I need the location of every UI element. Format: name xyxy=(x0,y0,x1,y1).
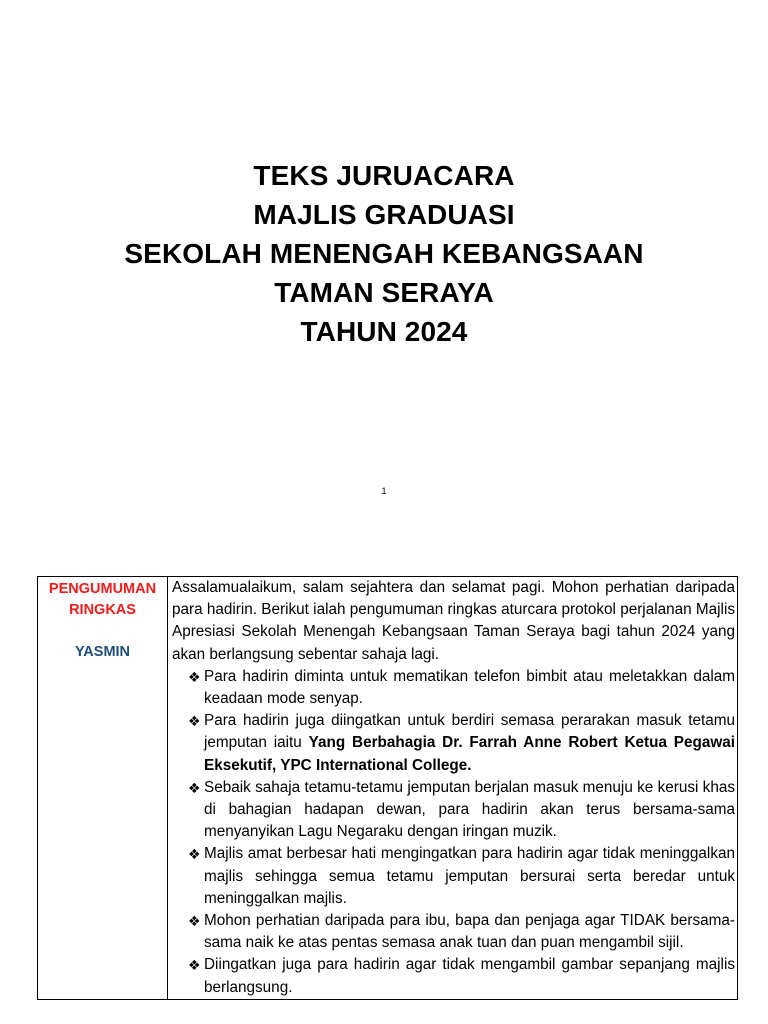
list-item xyxy=(188,777,735,844)
document-title xyxy=(0,156,768,351)
title-line: MAJLIS GRADUASI xyxy=(253,199,515,230)
list-item xyxy=(188,843,735,910)
list-item xyxy=(188,910,735,954)
section-label-line: RINGKAS xyxy=(69,602,136,618)
list-item-text: Para hadirin diminta untuk mematikan telefon bimbit atau meletakkan dalam keadaan mode senyap. xyxy=(204,667,735,708)
list-item xyxy=(188,954,735,998)
list-item-text: Mohon perhatian daripada para ibu, bapa dan penjaga agar TIDAK bersama-sama naik ke atas pentas semasa anak tuan dan puan mengambil sijil. xyxy=(204,912,735,952)
list-item-text: Para hadirin juga diingatkan untuk berdiri semasa perarakan masuk tetamu jemputan iaitu xyxy=(204,712,735,752)
section-label xyxy=(39,579,166,621)
diamond-bullet-icon: ❖ xyxy=(188,668,201,685)
list-item-text: Sebaik sahaja tetamu-tetamu jemputan berjalan masuk menuju ke kerusi khas di bahagian hadapan dewan, para hadirin akan terus bersama-sama menyanyikan Lagu Negaraku dengan iringan muzik. xyxy=(204,778,735,841)
speaker-name: YASMIN xyxy=(74,644,131,660)
guest-of-honour-name: Yang Berbahagia Dr. Farrah Anne Robert Ketua Pegawai Eksekutif, YPC International College. xyxy=(204,734,736,774)
page-number: 1 xyxy=(381,486,387,496)
title-line: TEKS JURUACARA xyxy=(253,160,515,191)
section-label-cell xyxy=(38,577,168,1000)
schedule-table xyxy=(37,576,738,1000)
list-item xyxy=(188,666,735,710)
diamond-bullet-icon: ❖ xyxy=(188,713,201,730)
list-item-text: Diingatkan juga para hadirin agar tidak mengambil gambar sepanjang majlis berlangsung. xyxy=(204,956,735,996)
title-line: TAMAN SERAYA xyxy=(274,277,494,308)
announcement-list xyxy=(172,666,735,999)
diamond-bullet-icon: ❖ xyxy=(188,846,201,863)
title-line: TAHUN 2024 xyxy=(300,316,468,347)
list-item xyxy=(188,710,735,777)
table-row xyxy=(38,577,738,1000)
script-content-cell xyxy=(168,577,738,1000)
diamond-bullet-icon: ❖ xyxy=(188,957,201,974)
list-item-text: Majlis amat berbesar hati mengingatkan para hadirin agar tidak meninggalkan majlis sehingga semua tetamu jemputan bersurai serta beredar untuk meninggalkan majlis. xyxy=(204,845,735,907)
title-line: SEKOLAH MENENGAH KEBANGSAAN xyxy=(124,238,644,269)
diamond-bullet-icon: ❖ xyxy=(188,779,201,796)
section-label-line: PENGUMUMAN xyxy=(48,581,157,597)
intro-paragraph: Assalamualaikum, salam sejahtera dan selamat pagi. Mohon perhatian daripada para hadirin. Berikut ialah pengumuman ringkas aturcara protokol perjalanan Majlis Apresiasi Sekolah Menengah Kebangsaan Taman Seraya bagi tahun 2024 yang akan berlangsung sebentar sahaja lagi. xyxy=(172,579,735,663)
diamond-bullet-icon: ❖ xyxy=(188,913,201,930)
